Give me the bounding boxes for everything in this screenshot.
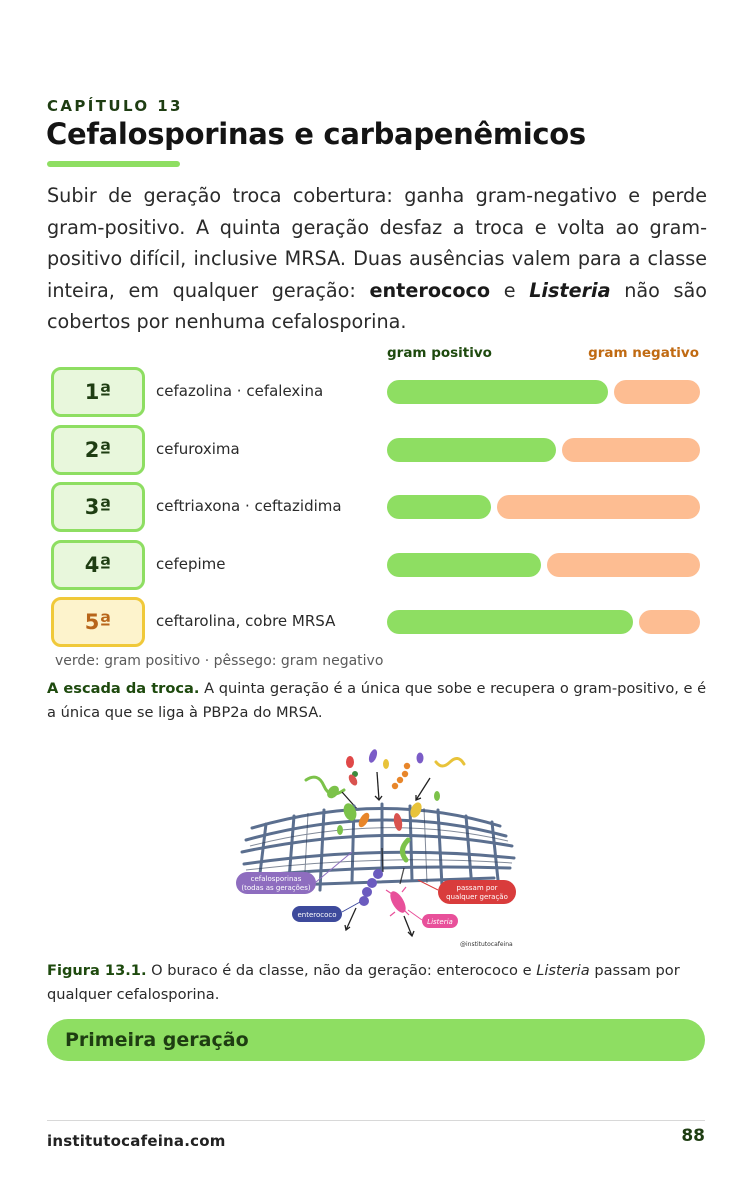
footer-site: institutocafeina.com [47, 1132, 226, 1150]
generation-drugs: cefazolina · cefalexina [156, 382, 324, 400]
bar-gram-negative [639, 610, 700, 634]
label-cephalosporins: cefalosporinas [250, 875, 302, 883]
chapter-label: CAPÍTULO 13 [47, 97, 183, 115]
listeria-term: Listeria [529, 278, 611, 302]
figure-credit: @institutocafeina [460, 941, 513, 948]
generation-drugs: ceftriaxona · ceftazidima [156, 497, 342, 515]
generation-row [0, 482, 756, 532]
bar-gram-negative [562, 438, 700, 462]
label-any-generation: qualquer geração [446, 893, 508, 901]
enterococcus-term: enterococo [369, 278, 491, 302]
chart-note: verde: gram positivo · pêssego: gram negativo [55, 653, 384, 669]
listeria-icon [386, 887, 409, 916]
label-listeria: Listeria [427, 918, 453, 926]
label-enterococcus: enterococo [297, 911, 337, 919]
bar-gram-positive [387, 610, 633, 634]
generation-row [0, 540, 756, 590]
generation-drugs: cefepime [156, 554, 226, 573]
generation-badge: 1ª [51, 367, 145, 417]
label-passes: passam por [456, 884, 498, 892]
figure-cephalosporin-net [232, 740, 528, 952]
enterococcus-chain-icon [359, 869, 383, 906]
generation-badge: 5ª [51, 597, 145, 647]
generation-row [0, 597, 756, 647]
title-underline [47, 161, 180, 167]
label-all-generations: (todas as gerações) [241, 884, 311, 892]
generation-badge: 3ª [51, 482, 145, 532]
figure-caption: Figura 13.1. O buraco é da classe, não da geração: enterococo e Listeria passam por qualquer cefalosporina. [47, 962, 680, 1003]
page-number: 88 [681, 1126, 705, 1146]
chart-caption: A escada da troca. A quinta geração é a única que sobe e recupera o gram-positivo, e é a única que se liga à PBP2a do MRSA. [47, 680, 707, 721]
generation-drugs: cefuroxima [156, 439, 240, 458]
bar-gram-positive [387, 553, 541, 577]
generation-drugs: ceftarolina, cobre MRSA [156, 612, 336, 630]
generation-row [0, 425, 756, 475]
section-heading-first-generation: Primeira geração [47, 1019, 705, 1061]
legend-gram-negative: gram negativo [588, 345, 699, 361]
bacteria-top-icon [306, 748, 464, 801]
bar-gram-negative [547, 553, 701, 577]
generation-row [0, 367, 756, 417]
bar-gram-negative [614, 380, 700, 404]
footer-divider [47, 1120, 705, 1121]
bar-gram-positive [387, 495, 491, 519]
bar-gram-positive [387, 380, 608, 404]
intro-paragraph: Subir de geração troca cobertura: ganha gram-negativo e perde gram-positivo. A quinta geração desfaz a troca e volta ao gram-positivo difícil, inclusive MRSA. Duas ausências valem para a classe inteira, em qualquer geração: enterococo e Listeria não são cobertos por nenhuma cefalosporina. [47, 184, 707, 333]
bar-gram-positive [387, 438, 556, 462]
generation-badge: 4ª [51, 540, 145, 590]
page-title: Cefalosporinas e carbapenêmicos [46, 117, 586, 151]
generation-badge: 2ª [51, 425, 145, 475]
bar-gram-negative [497, 495, 700, 519]
legend-gram-positive: gram positivo [387, 345, 492, 361]
